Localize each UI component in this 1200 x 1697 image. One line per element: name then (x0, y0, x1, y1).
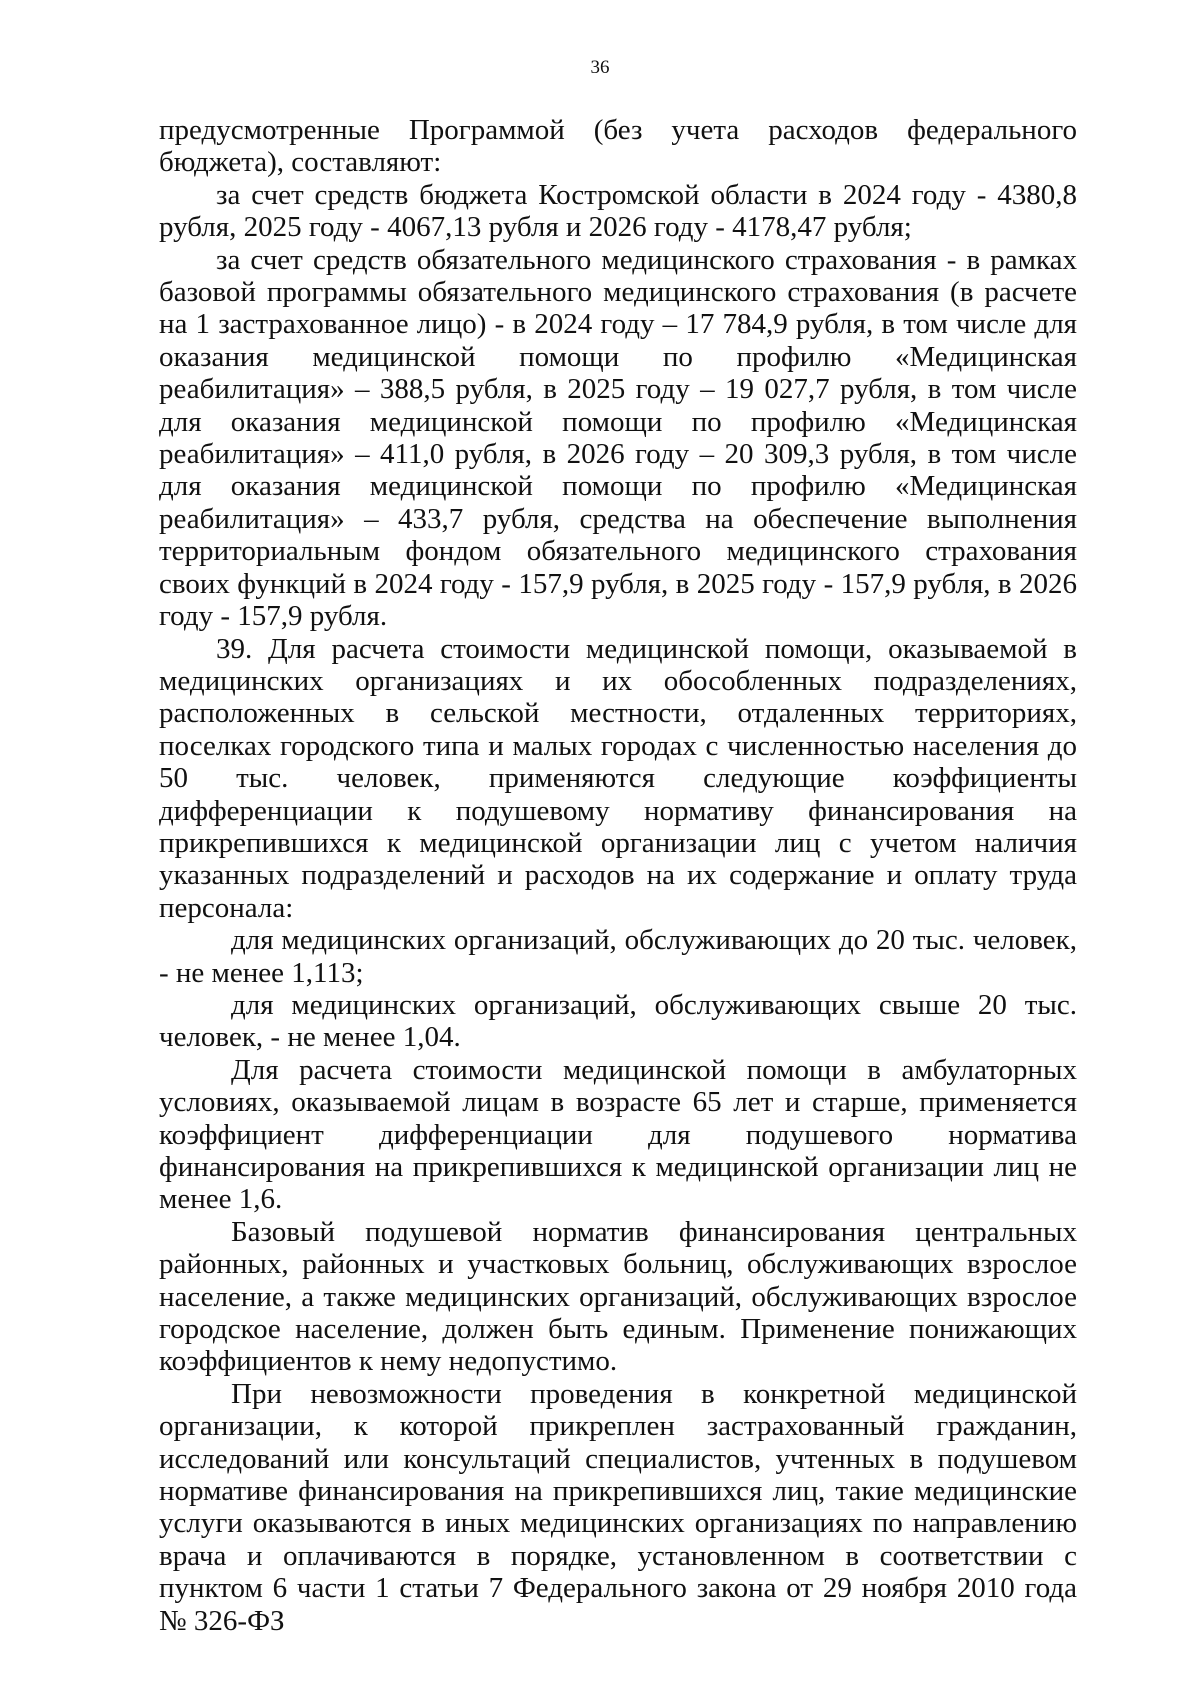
paragraph-regional-budget: за счет средств бюджета Костромской области в 2024 году - 4380,8 рубля, 2025 году - 4067,13 рубля и 2026 году - 4178,47 рубля; (159, 178, 1077, 244)
paragraph-coefficient-over-20k: для медицинских организаций, обслуживающих свыше 20 тыс. человек, - не менее 1,04. (159, 988, 1077, 1054)
paragraph-base-norm: Базовый подушевой норматив финансирования центральных районных, районных и участковых больниц, обслуживающих взрослое население, а также медицинских организаций, обслуживающих взрослое городское население, должен быть единым. Применение понижающих коэффициентов к нему недопустимо. (159, 1215, 1077, 1378)
paragraph-age-65-coefficient: Для расчета стоимости медицинской помощи в амбулаторных условиях, оказываемой лицам в возрасте 65 лет и старше, применяется коэффициент дифференциации для подушевого норматива финансирования на прикрепившихся к медицинской организации лиц не менее 1,6. (159, 1053, 1077, 1216)
paragraph-other-organizations: При невозможности проведения в конкретной медицинской организации, к которой прикреплен застрахованный гражданин, исследований или консультаций специалистов, учтенных в подушевом нормативе финансирования на прикрепившихся лиц, такие медицинские услуги оказываются в иных медицинских организациях по направлению врача и оплачиваются в порядке, установленном в соответствии с пунктом 6 части 1 статьи 7 Федерального закона от 29 ноября 2010 года № 326-ФЗ (159, 1377, 1077, 1637)
paragraph-item-39: 39. Для расчета стоимости медицинской помощи, оказываемой в медицинских организациях и их обособленных подразделениях, расположенных в сельской местности, отдаленных территориях, поселках городского типа и малых городах с численностью населения до 50 тыс. человек, применяются следующие коэффициенты дифференциации к подушевому нормативу финансирования на прикрепившихся к медицинской организации лиц с учетом наличия указанных подразделений и расходов на их содержание и оплату труда персонала: (159, 632, 1077, 924)
document-body (159, 114, 1077, 1637)
paragraph-continuation: предусмотренные Программой (без учета расходов федерального бюджета), составляют: (159, 114, 1077, 179)
paragraph-oms-funds: за счет средств обязательного медицинского страхования - в рамках базовой программы обязательного медицинского страхования (в расчете на 1 застрахованное лицо) - в 2024 году – 17 784,9 рубля, в том числе для оказания медицинской помощи по профилю «Медицинская реабилитация» – 388,5 рубля, в 2025 году – 19 027,7 рубля, в том числе для оказания медицинской помощи по профилю «Медицинская реабилитация» – 411,0 рубля, в 2026 году – 20 309,3 рубля, в том числе для оказания медицинской помощи по профилю «Медицинская реабилитация» – 433,7 рубля, средства на обеспечение выполнения территориальным фондом обязательного медицинского страхования своих функций в 2024 году - 157,9 рубля, в 2025 году - 157,9 рубля, в 2026 году - 157,9 рубля. (159, 243, 1077, 633)
paragraph-coefficient-up-to-20k: для медицинских организаций, обслуживающих до 20 тыс. человек, - не менее 1,113; (159, 924, 1077, 989)
page-number: 36 (590, 57, 610, 78)
